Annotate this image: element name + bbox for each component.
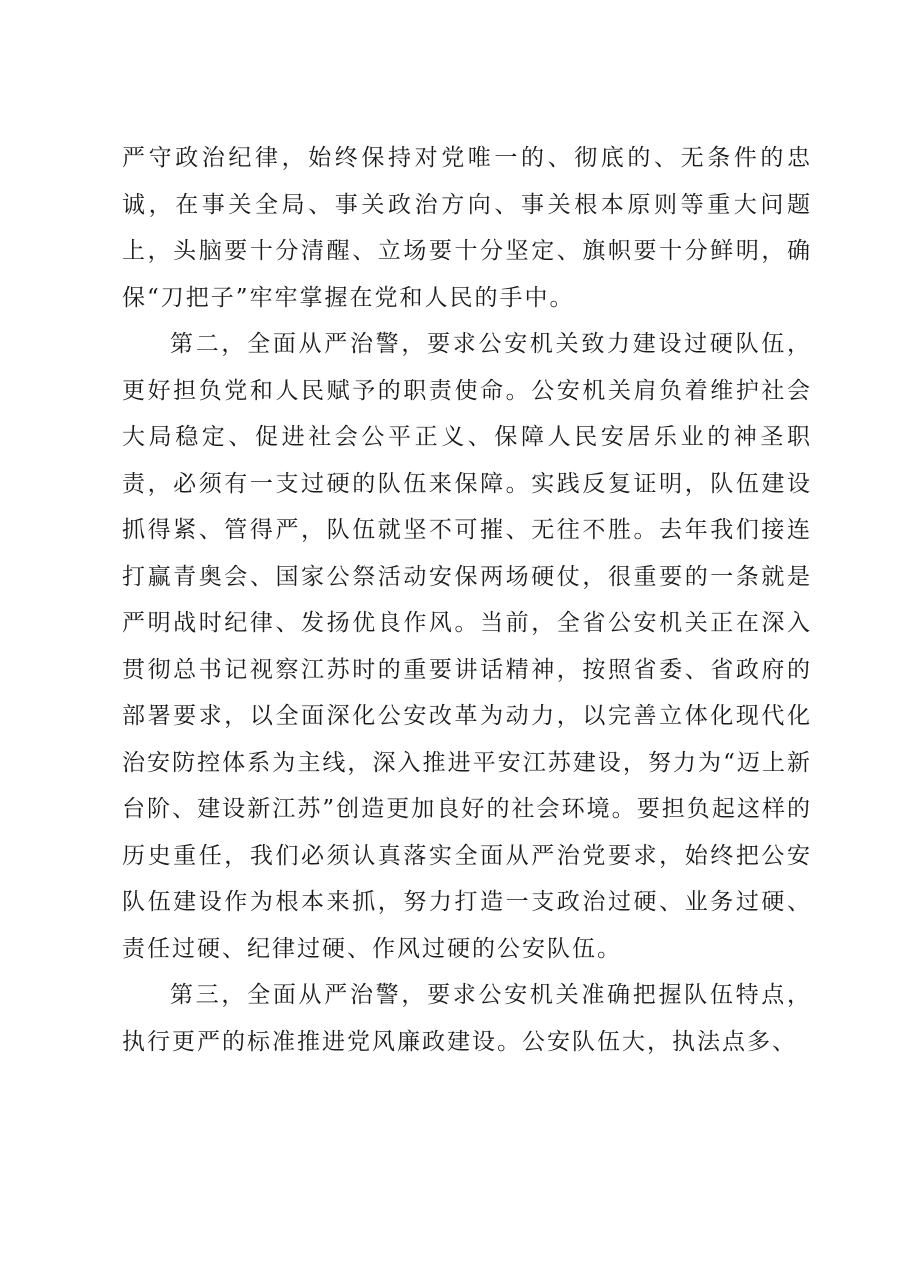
document-body (122, 135, 812, 1065)
paragraph-3: 第三，全面从严治警，要求公安机关准确把握队伍特点，执行更严的标准推进党风廉政建设。公安队伍大，执法点多、 (122, 982, 812, 1055)
paragraph-1: 严守政治纪律，始终保持对党唯一的、彻底的、无条件的忠诚，在事关全局、事关政治方向、事关根本原则等重大问题上，头脑要十分清醒、立场要十分坚定、旗帜要十分鲜明，确保“刀把子”牢牢掌握在党和人民的手中。 (122, 145, 812, 311)
paragraph-2: 第二，全面从严治警，要求公安机关致力建设过硬队伍，更好担负党和人民赋予的职责使命。公安机关肩负着维护社会大局稳定、促进社会公平正义、保障人民安居乐业的神圣职责，必须有一支过硬的队伍来保障。实践反复证明，队伍建设抓得紧、管得严，队伍就坚不可摧、无往不胜。去年我们接连打赢青奥会、国家公祭活动安保两场硬仗，很重要的一条就是严明战时纪律、发扬优良作风。当前，全省公安机关正在深入贯彻总书记视察江苏时的重要讲话精神，按照省委、省政府的部署要求，以全面深化公安改革为动力，以完善立体化现代化治安防控体系为主线，深入推进平安江苏建设，努力为“迈上新台阶、建设新江苏”创造更加良好的社会环境。要担负起这样的历史重任，我们必须认真落实全面从严治党要求，始终把公安队伍建设作为根本来抓，努力打造一支政治过硬、业务过硬、责任过硬、纪律过硬、作风过硬的公安队伍。 (122, 331, 812, 962)
